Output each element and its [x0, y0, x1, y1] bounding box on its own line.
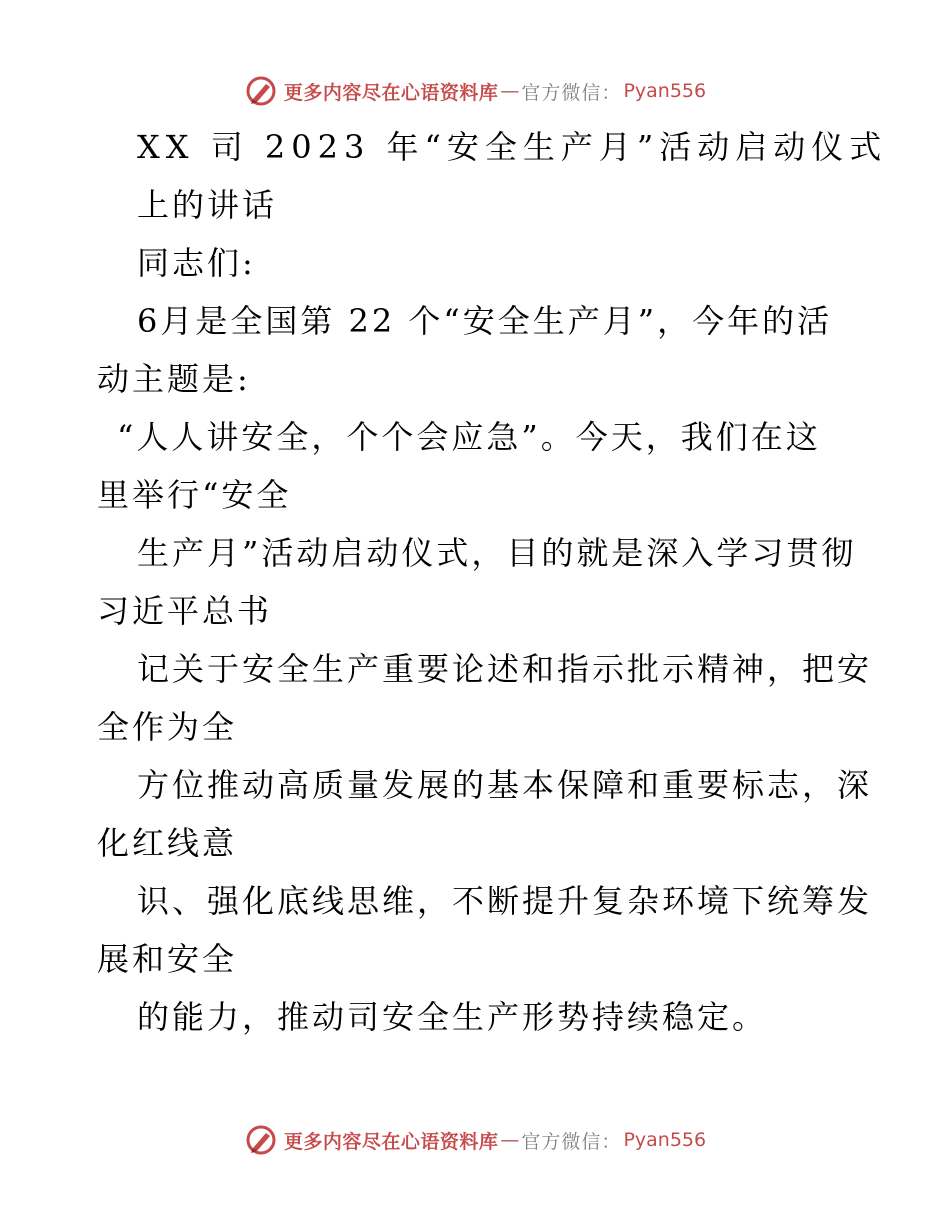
paragraph-line: 的能力，推动司安全生产形势持续稳定。: [137, 998, 768, 1036]
red-pen-logo-icon: [244, 1123, 278, 1157]
paragraph-line: 展和安全: [97, 940, 238, 978]
paragraph-line: “人人讲安全，个个会应急”。今天，我们在这: [117, 418, 821, 456]
watermark-dash: —: [500, 1129, 520, 1151]
watermark-dash: —: [500, 80, 520, 102]
paragraph-line: 里举行“安全: [97, 476, 292, 514]
watermark-text: 更多内容尽在心语资料库: [283, 1130, 499, 1153]
paragraph-line: 记关于安全生产重要论述和指示批示精神，把安: [137, 650, 873, 688]
watermark-text: 更多内容尽在心语资料库: [283, 81, 499, 104]
document-title-line-2: 上的讲话: [137, 186, 278, 224]
document-title-line-1: XX 司 2023 年“安全生产月”活动启动仪式: [137, 128, 888, 166]
watermark-id: Pyan556: [623, 80, 707, 102]
paragraph-line: 动主题是:: [97, 360, 251, 398]
paragraph-line: 方位推动高质量发展的基本保障和重要标志，深: [137, 766, 873, 804]
document-body: [97, 118, 888, 1046]
watermark-label: 官方微信：: [521, 1130, 622, 1153]
salutation: 同志们:: [137, 244, 256, 282]
paragraph-line: 全作为全: [97, 708, 238, 746]
watermark-footer: [0, 1120, 950, 1160]
watermark-label: 官方微信：: [521, 81, 622, 104]
paragraph-line: 生产月”活动启动仪式，目的就是深入学习贯彻: [137, 534, 857, 572]
paragraph-line: 化红线意: [97, 824, 238, 862]
watermark-header: [0, 71, 950, 111]
paragraph-line: 识、强化底线思维，不断提升复杂环境下统筹发: [137, 882, 873, 920]
watermark-id: Pyan556: [623, 1129, 707, 1151]
red-pen-logo-icon: [244, 74, 278, 108]
paragraph-line: 习近平总书: [97, 592, 273, 630]
paragraph-line: 6月是全国第 22 个“安全生产月”，今年的活: [137, 302, 833, 340]
